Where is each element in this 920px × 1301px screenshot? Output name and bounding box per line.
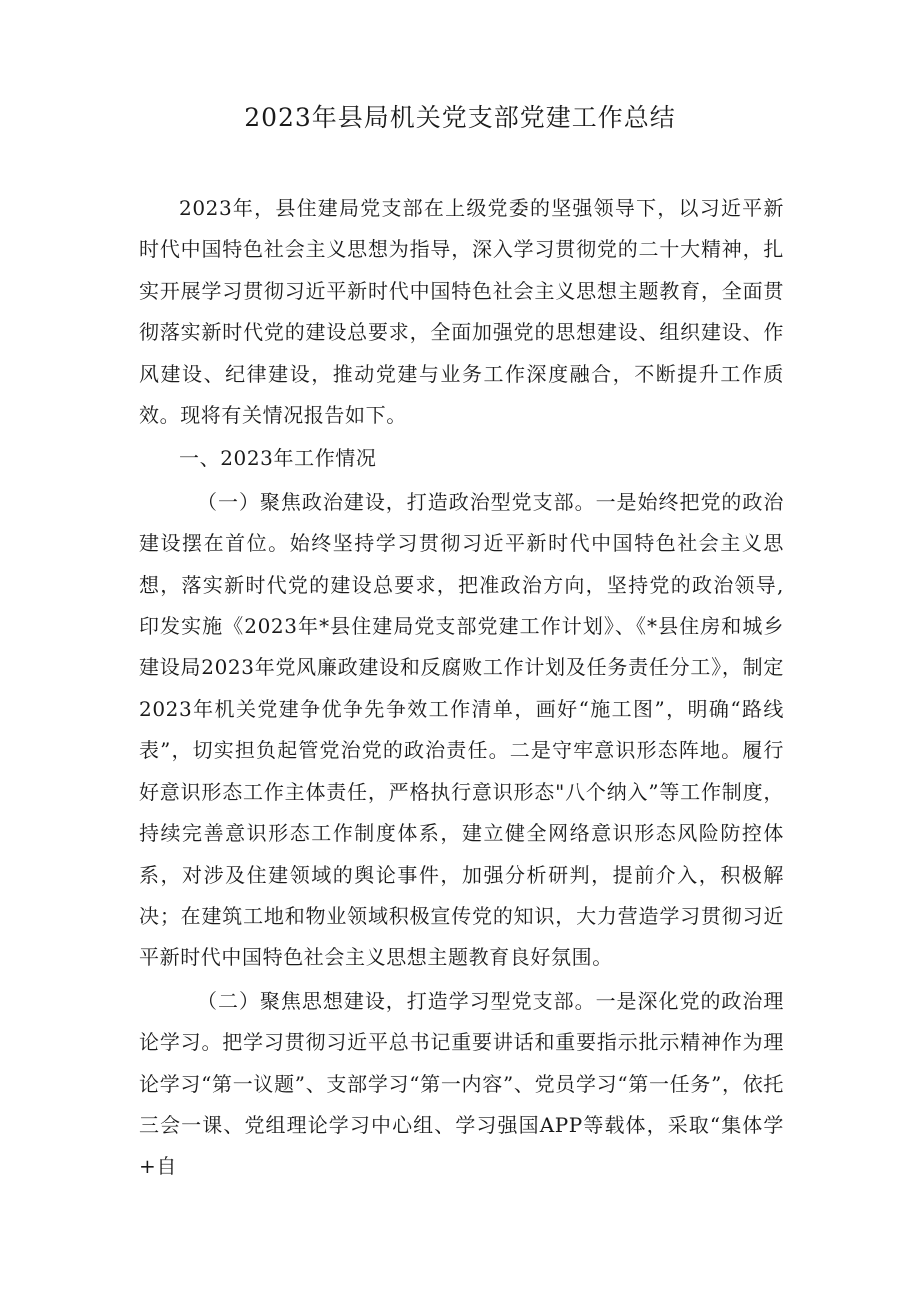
document-body	[139, 188, 784, 1188]
document-title: 2023年县局机关党支部党建工作总结	[244, 103, 676, 132]
subsection-political-building: （一）聚焦政治建设，打造政治型党支部。一是始终把党的政治建设摆在首位。始终坚持学习贯彻习近平新时代中国特色社会主义思想，落实新时代党的建设总要求，把准政治方向，坚持党的政治领导,印发实施《2023年*县住建局党支部党建工作计划》、《*县住房和城乡建设局2023年党风廉政建设和反腐败工作计划及任务责任分工》，制定2023年机关党建争优争先争效工作清单，画好“施工图”，明确“路线表”，切实担负起管党治党的政治责任。二是守牢意识形态阵地。履行好意识形态工作主体责任，严格执行意识形态"八个纳入”等工作制度，持续完善意识形态工作制度体系，建立健全网络意识形态风险防控体系，对涉及住建领域的舆论事件，加强分析研判，提前介入，积极解决；在建筑工地和物业领域积极宣传党的知识，大力营造学习贯彻习近平新时代中国特色社会主义思想主题教育良好氛围。	[139, 489, 784, 970]
subsection-ideological-building: （二）聚焦思想建设，打造学习型党支部。一是深化党的政治理论学习。把学习贯彻习近平总书记重要讲话和重要指示批示精神作为理论学习“第一议题”、支部学习“第一内容”、党员学习“第一任务”，依托三会一课、党组理论学习中心组、学习强国APP等载体，采取“集体学+自	[139, 988, 784, 1179]
section-heading-work-status: 一、2023年工作情况	[179, 446, 377, 471]
intro-paragraph: 2023年，县住建局党支部在上级党委的坚强领导下，以习近平新时代中国特色社会主义思想为指导，深入学习贯彻党的二十大精神，扎实开展学习贯彻习近平新时代中国特色社会主义思想主题教育，全面贯彻落实新时代党的建设总要求，全面加强党的思想建设、组织建设、作风建设、纪律建设，推动党建与业务工作深度融合，不断提升工作质效。现将有关情况报告如下。	[139, 196, 784, 428]
